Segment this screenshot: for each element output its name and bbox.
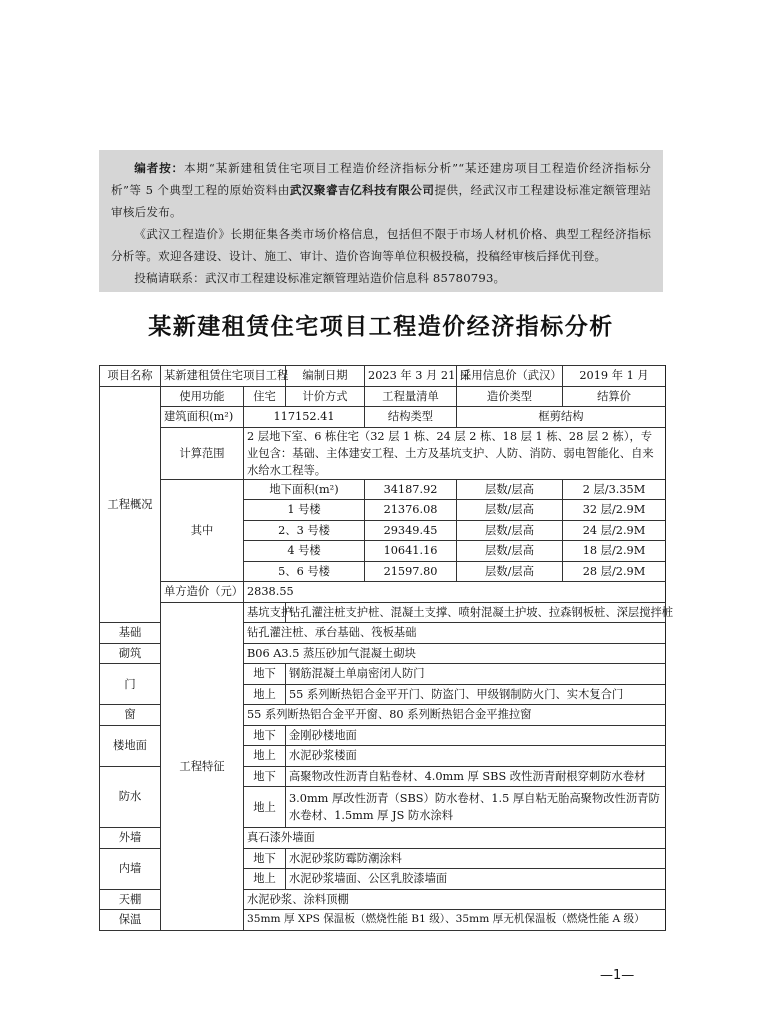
underground-label: 地下 [244,664,286,685]
editor-note [99,150,663,292]
project-name-label: 项目名称 [100,366,161,387]
indicator-table [99,365,674,931]
compile-date: 2023 年 3 月 21 日 [365,366,457,387]
waterproof-above-value: 3.0mm 厚改性沥青（SBS）防水卷材、1.5 厚自粘无胎高聚物改性沥青防水卷材、1.5mm 厚 JS 防水涂料 [286,787,666,828]
window-value: 55 系列断热铝合金平开窗、80 系列断热铝合金平推拉窗 [244,705,666,726]
area-value: 117152.41 [244,407,365,428]
among-area: 29349.45 [365,520,457,541]
ceiling-value: 水泥砂浆、涂料顶棚 [244,889,666,910]
use-value: 住宅 [244,386,286,407]
aboveground-label: 地上 [244,869,286,890]
pricing-value: 工程量清单 [365,386,457,407]
int-wall-label: 内墙 [100,848,161,889]
among-floor-label: 层数/层高 [457,500,563,521]
foundation-value: 钻孔灌注桩、承台基础、筏板基础 [244,623,666,644]
scope-value: 2 层地下室、6 栋住宅（32 层 1 栋、24 层 2 栋、18 层 1 栋、28 层 2 栋），专业包含：基础、主体建安工程、土方及基坑支护、人防、消防、弱电智能化、自来水给水工程等。 [244,427,666,479]
door-under-value: 钢筋混凝土单扇密闭人防门 [286,664,666,685]
table-row [100,386,666,407]
insulation-label: 保温 [100,910,161,931]
floor-label: 楼地面 [100,725,161,766]
unit-cost-value: 2838.55 [244,582,666,603]
pit-value: 钻孔灌注桩支护桩、混凝土支撑、喷射混凝土护坡、拉森钢板桩、深层搅拌桩 [286,602,666,623]
masonry-label: 砌筑 [100,643,161,664]
table-row [100,407,666,428]
window-label: 窗 [100,705,161,726]
pit-label: 基坑支护 [244,602,286,623]
cost-type-value: 结算价 [563,386,666,407]
ext-wall-value: 真石漆外墙面 [244,828,666,849]
door-label: 门 [100,664,161,705]
scope-label: 计算范围 [161,427,244,479]
among-floor-value: 32 层/2.9M [563,500,666,521]
among-area: 10641.16 [365,541,457,562]
waterproof-label: 防水 [100,766,161,828]
among-floor-label: 层数/层高 [457,520,563,541]
project-name: 某新建租赁住宅项目工程 [161,366,286,387]
structure-label: 结构类型 [365,407,457,428]
note-label: 编者按： [134,161,184,175]
ext-wall-label: 外墙 [100,828,161,849]
table-row [100,366,666,387]
unit-cost-label: 单方造价（元） [161,582,244,603]
use-label: 使用功能 [161,386,244,407]
among-label: 其中 [161,479,244,582]
note-company: 武汉聚睿吉亿科技有限公司 [289,183,435,197]
note-paragraph-3: 投稿请联系：武汉市工程建设标准定额管理站造价信息科 85780793。 [134,271,506,285]
overview-label: 工程概况 [100,386,161,623]
among-floor-label: 层数/层高 [457,561,563,582]
among-floor-value: 28 层/2.9M [563,561,666,582]
note-paragraph-2: 《武汉工程造价》长期征集各类市场价格信息，包括但不限于市场人材机价格、典型工程经济指标分析等。欢迎各建设、设计、施工、审计、造价咨询等单位积极投稿，投稿经审核后择优刊登。 [111,227,651,263]
structure-value: 框剪结构 [457,407,666,428]
cost-type-label: 造价类型 [457,386,563,407]
underground-label: 地下 [244,766,286,787]
among-area: 21376.08 [365,500,457,521]
among-floor-label: 层数/层高 [457,541,563,562]
table-row [100,479,666,500]
among-name: 5、6 号楼 [244,561,365,582]
table-row [100,602,666,623]
int-wall-above-value: 水泥砂浆墙面、公区乳胶漆墙面 [286,869,666,890]
foundation-label: 基础 [100,623,161,644]
among-floor-value: 24 层/2.9M [563,520,666,541]
floor-above-value: 水泥砂浆楼面 [286,746,666,767]
among-name: 1 号楼 [244,500,365,521]
among-name: 4 号楼 [244,541,365,562]
price-info-label: 采用信息价（武汉） [457,366,563,387]
among-area: 21597.80 [365,561,457,582]
compile-date-label: 编制日期 [286,366,365,387]
aboveground-label: 地上 [244,684,286,705]
ceiling-label: 天棚 [100,889,161,910]
page-number: —1— [600,968,635,983]
price-info: 2019 年 1 月 [563,366,666,387]
among-floor-value: 2 层/3.35M [563,479,666,500]
table-row [100,582,666,603]
among-floor-value: 18 层/2.9M [563,541,666,562]
page-title: 某新建租赁住宅项目工程造价经济指标分析 [148,314,614,340]
floor-under-value: 金刚砂楼地面 [286,725,666,746]
among-name: 地下面积(m²) [244,479,365,500]
underground-label: 地下 [244,848,286,869]
int-wall-under-value: 水泥砂浆防霉防潮涂料 [286,848,666,869]
table-row [100,427,666,479]
insulation-value: 35mm 厚 XPS 保温板（燃烧性能 B1 级）、35mm 厚无机保温板（燃烧性能 A 级） [244,910,666,931]
underground-label: 地下 [244,725,286,746]
aboveground-label: 地上 [244,746,286,767]
among-floor-label: 层数/层高 [457,479,563,500]
area-label: 建筑面积(m²) [161,407,244,428]
among-name: 2、3 号楼 [244,520,365,541]
waterproof-under-value: 高聚物改性沥青自粘卷材、4.0mm 厚 SBS 改性沥青耐根穿刺防水卷材 [286,766,666,787]
note-paragraph-1: 编者按：本期“某新建租赁住宅项目工程造价经济指标分析”“某还建房项目工程造价经济指标分析”等 5 个典型工程的原始资料由武汉聚睿吉亿科技有限公司提供，经武汉市工程建设标准定额管理站审核后发布。 [111,161,651,219]
among-area: 34187.92 [365,479,457,500]
features-label: 工程特征 [161,602,244,930]
pricing-label: 计价方式 [286,386,365,407]
door-above-value: 55 系列断热铝合金平开门、防盗门、甲级钢制防火门、实木复合门 [286,684,666,705]
aboveground-label: 地上 [244,787,286,828]
masonry-value: B06 A3.5 蒸压砂加气混凝土砌块 [244,643,666,664]
